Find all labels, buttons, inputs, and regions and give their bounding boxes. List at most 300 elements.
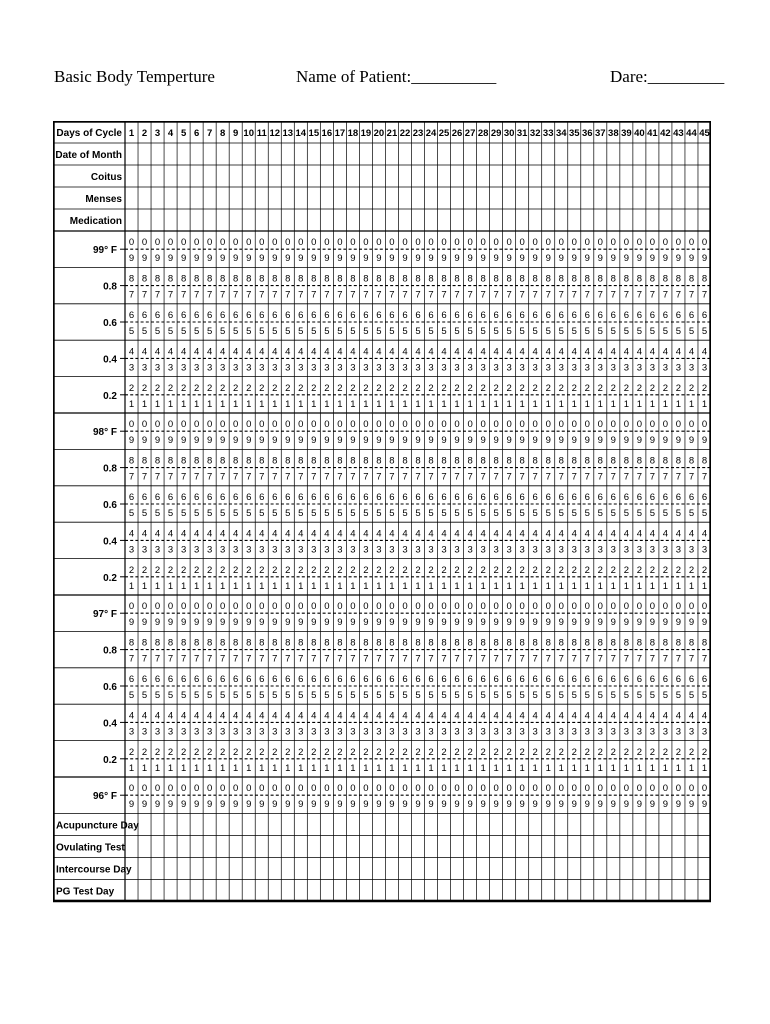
temperature-digit: 0 [193,419,200,431]
cycle-day-number: 6 [193,128,200,139]
temperature-digit: 7 [415,471,421,483]
temperature-digit: 4 [415,528,421,540]
temperature-digit: 6 [363,674,369,685]
temperature-digit: 0 [597,237,603,249]
temperature-digit: 3 [298,544,304,556]
temperature-digit: 0 [311,237,317,249]
temperature-digit: 5 [376,326,382,337]
temperature-digit: 4 [636,346,643,358]
temperature-digit: 7 [259,653,265,665]
temperature-digit: 3 [285,544,291,556]
temperature-digit: 3 [141,544,148,556]
temperature-digit: 9 [350,617,356,629]
temperature-digit: 6 [389,310,395,321]
temperature-digit: 6 [454,492,460,503]
temperature-digit: 5 [363,690,369,701]
temperature-digit: 7 [193,471,200,483]
temperature-digit: 7 [441,653,447,665]
temperature-digit: 4 [389,710,395,722]
temperature-digit: 2 [428,746,434,758]
temperature-digit: 1 [675,580,682,592]
temperature-digit: 1 [233,398,239,410]
temperature-digit: 0 [623,237,630,249]
temperature-digit: 2 [441,564,447,576]
temperature-digit: 7 [467,471,473,483]
temperature-digit: 3 [272,544,278,556]
temperature-digit: 6 [519,492,525,503]
temperature-digit: 5 [350,508,356,519]
temperature-digit: 8 [363,273,369,285]
temperature-digit: 6 [649,310,656,321]
temperature-digit: 0 [584,783,590,795]
temperature-digit: 7 [167,471,174,483]
temperature-digit: 6 [324,674,330,685]
temperature-digit: 4 [454,346,460,358]
temperature-digit: 9 [246,435,252,447]
temperature-digit: 5 [571,508,577,519]
temperature-digit: 1 [454,580,460,592]
temperature-digit: 0 [298,237,304,249]
temperature-digit: 1 [233,762,239,774]
temperature-digit: 0 [415,783,421,795]
temperature-digit: 4 [532,710,538,722]
temperature-digit: 7 [337,289,343,301]
temperature-digit: 3 [206,726,213,738]
temperature-digit: 7 [428,471,434,483]
temperature-digit: 9 [558,799,564,811]
temperature-digit: 6 [167,674,174,685]
temperature-digit: 2 [350,382,356,394]
temperature-digit: 9 [480,617,486,629]
temperature-digit: 0 [272,237,278,249]
temperature-digit: 5 [324,508,330,519]
temperature-digit: 1 [649,762,656,774]
temperature-digit: 1 [167,580,174,592]
temperature-digit: 4 [272,346,278,358]
temperature-digit: 6 [428,310,434,321]
temperature-digit: 1 [337,580,343,592]
temperature-digit: 5 [610,326,616,337]
temperature-digit: 5 [480,508,486,519]
temperature-digit: 5 [128,690,135,701]
temperature-digit: 0 [141,601,148,613]
temperature-digit: 1 [623,580,630,592]
row-label: Menses [85,194,122,205]
temperature-digit: 1 [141,580,148,592]
temperature-digit: 4 [272,528,278,540]
temperature-digit: 1 [571,580,577,592]
cycle-day-number: 36 [581,128,593,139]
temperature-digit: 5 [311,326,317,337]
temperature-digit: 9 [701,435,708,447]
temperature-digit: 9 [649,435,656,447]
temperature-digit: 7 [506,653,512,665]
temperature-digit: 6 [389,674,395,685]
temperature-digit: 2 [324,746,330,758]
temperature-digit: 6 [246,310,252,321]
temperature-digit: 3 [311,362,317,374]
temperature-digit: 1 [259,580,265,592]
temperature-digit: 5 [402,326,408,337]
temperature-digit: 8 [389,273,395,285]
temperature-digit: 8 [259,637,265,649]
temperature-digit: 6 [337,674,343,685]
temperature-digit: 9 [272,617,278,629]
temperature-digit: 9 [688,253,695,265]
temperature-digit: 5 [623,326,630,337]
temperature-digit: 7 [350,289,356,301]
temperature-digit: 3 [649,544,656,556]
temperature-digit: 5 [128,508,135,519]
temperature-digit: 8 [532,455,538,467]
temperature-digit: 5 [467,690,473,701]
temperature-digit: 4 [493,710,499,722]
temperature-digit: 6 [662,674,669,685]
temperature-digit: 0 [532,601,538,613]
temperature-digit: 0 [128,419,135,431]
temperature-digit: 0 [610,783,616,795]
temperature-digit: 6 [623,674,630,685]
temperature-digit: 2 [311,746,317,758]
temperature-digit: 6 [688,674,695,685]
temperature-digit: 4 [298,528,304,540]
temperature-digit: 6 [206,674,213,685]
temperature-digit: 9 [337,799,343,811]
form-title: Basic Body Temperture [54,67,215,86]
temperature-digit: 0 [675,419,682,431]
temperature-digit: 0 [259,783,265,795]
temperature-digit: 2 [193,564,200,576]
temperature-digit: 5 [623,508,630,519]
temperature-digit: 4 [649,528,656,540]
temperature-digit: 1 [415,762,421,774]
temperature-digit: 0 [519,783,525,795]
temperature-digit: 9 [311,435,317,447]
temperature-digit: 0 [415,419,421,431]
temperature-digit: 6 [220,310,226,321]
temperature-digit: 8 [545,637,551,649]
temperature-digit: 0 [623,601,630,613]
temperature-digit: 5 [324,326,330,337]
temperature-digit: 5 [389,508,395,519]
temperature-digit: 1 [363,762,369,774]
temperature-digit: 5 [597,690,603,701]
row-label: Intercourse Day [56,864,132,876]
temperature-digit: 8 [662,273,669,285]
temperature-digit: 8 [480,455,486,467]
temperature-digit: 5 [597,508,603,519]
cycle-day-number: 29 [490,128,502,139]
temperature-digit: 1 [415,580,421,592]
temperature-digit: 4 [532,346,538,358]
temperature-digit: 9 [167,435,174,447]
temperature-digit: 1 [206,580,213,592]
temperature-digit: 7 [649,289,656,301]
temperature-digit: 4 [389,528,395,540]
temperature-digit: 0 [363,783,369,795]
temperature-digit: 2 [376,564,382,576]
temperature-digit: 0 [636,783,643,795]
temperature-digit: 4 [519,528,525,540]
temperature-digit: 1 [428,398,434,410]
temperature-digit: 1 [532,398,538,410]
temperature-digit: 6 [467,674,473,685]
temperature-digit: 1 [154,398,161,410]
temperature-digit: 3 [480,726,486,738]
row-label: Ovulating Test [56,842,125,854]
temperature-digit: 9 [402,253,408,265]
temperature-digit: 2 [298,564,304,576]
temperature-digit: 6 [415,674,421,685]
temperature-digit: 6 [558,310,564,321]
temperature-digit: 7 [363,653,369,665]
temperature-digit: 7 [441,471,447,483]
temperature-digit: 6 [402,310,408,321]
temperature-digit: 8 [454,273,460,285]
temperature-digit: 8 [441,637,447,649]
cycle-day-number: 15 [308,128,320,139]
temperature-digit: 2 [506,746,512,758]
temperature-digit: 2 [545,746,551,758]
temperature-digit: 0 [454,601,460,613]
temperature-digit: 6 [154,674,161,685]
temperature-digit: 7 [649,653,656,665]
temperature-digit: 9 [311,617,317,629]
temperature-digit: 1 [467,580,473,592]
patient-name-field[interactable]: Name of Patient:__________ [296,67,497,86]
temperature-digit: 9 [324,435,330,447]
temperature-digit: 6 [298,674,304,685]
temperature-digit: 0 [141,237,148,249]
temperature-digit: 2 [649,382,656,394]
temperature-digit: 7 [141,653,148,665]
temperature-digit: 9 [428,253,434,265]
temperature-digit: 3 [675,544,682,556]
temperature-digit: 3 [363,362,369,374]
temperature-digit: 4 [597,346,603,358]
temperature-digit: 6 [623,492,630,503]
temperature-digit: 4 [402,346,408,358]
temperature-digit: 1 [154,762,161,774]
temperature-digit: 1 [545,762,551,774]
temperature-digit: 8 [167,273,174,285]
temperature-digit: 2 [376,382,382,394]
temperature-digit: 4 [363,710,369,722]
temperature-digit: 3 [519,362,525,374]
temperature-digit: 9 [206,435,213,447]
temperature-digit: 9 [415,435,421,447]
temperature-digit: 0 [467,783,473,795]
temperature-digit: 2 [220,746,226,758]
temperature-digit: 9 [545,253,551,265]
temperature-digit: 8 [623,455,630,467]
temperature-digit: 7 [233,289,239,301]
temperature-digit: 5 [285,326,291,337]
temperature-digit: 9 [298,617,304,629]
temperature-digit: 2 [324,382,330,394]
temperature-digit: 6 [206,310,213,321]
temperature-digit: 2 [259,564,265,576]
temperature-digit: 8 [636,273,643,285]
temperature-digit: 5 [688,326,695,337]
temperature-digit: 0 [259,601,265,613]
temperature-digit: 7 [389,471,395,483]
temperature-digit: 2 [415,746,421,758]
temperature-digit: 3 [688,362,695,374]
temperature-digit: 4 [441,710,447,722]
temperature-digit: 4 [154,346,161,358]
temperature-digit: 2 [558,746,564,758]
temperature-digit: 9 [675,435,682,447]
temperature-digit: 0 [545,601,551,613]
temperature-digit: 0 [441,419,447,431]
temperature-digit: 6 [350,492,356,503]
temperature-digit: 1 [324,762,330,774]
temperature-digit: 2 [688,382,695,394]
temperature-digit: 9 [519,617,525,629]
temperature-digit: 7 [311,289,317,301]
temperature-digit: 7 [454,289,460,301]
temperature-digit: 7 [662,653,669,665]
temperature-digit: 0 [428,237,434,249]
cycle-day-number: 32 [529,128,541,139]
temperature-digit: 7 [376,289,382,301]
temperature-digit: 1 [154,580,161,592]
temperature-digit: 4 [584,710,590,722]
temperature-digit: 1 [376,398,382,410]
temperature-digit: 1 [519,580,525,592]
temperature-digit: 1 [337,762,343,774]
temperature-digit: 6 [402,674,408,685]
temperature-digit: 6 [623,310,630,321]
temperature-digit: 1 [558,398,564,410]
temperature-digit: 3 [298,726,304,738]
cycle-day-number: 18 [347,128,359,139]
temperature-digit: 4 [337,346,343,358]
temperature-digit: 2 [324,564,330,576]
temperature-digit: 7 [193,653,200,665]
temperature-digit: 1 [220,580,226,592]
temperature-digit: 8 [571,273,577,285]
temperature-digit: 4 [141,528,148,540]
bbt-chart-grid[interactable] [53,121,711,911]
temperature-digit: 8 [337,637,343,649]
temperature-digit: 9 [233,253,239,265]
temperature-digit: 4 [649,710,656,722]
temperature-digit: 4 [324,346,330,358]
temperature-digit: 7 [389,289,395,301]
temperature-digit: 2 [584,746,590,758]
temperature-digit: 4 [233,528,239,540]
temperature-digit: 3 [571,544,577,556]
temperature-digit: 5 [623,690,630,701]
date-field[interactable]: Dare:_________ [610,67,725,86]
temperature-digit: 6 [584,310,590,321]
temperature-digit: 3 [324,544,330,556]
temperature-digit: 8 [571,637,577,649]
temperature-digit: 1 [597,398,603,410]
temperature-digit: 5 [701,690,708,701]
temperature-digit: 4 [571,710,577,722]
temperature-digit: 7 [428,653,434,665]
temperature-digit: 5 [298,690,304,701]
temperature-digit: 9 [441,617,447,629]
temperature-digit: 2 [167,382,174,394]
temperature-digit: 0 [610,419,616,431]
temperature-digit: 1 [636,762,643,774]
temperature-digit: 1 [298,580,304,592]
temperature-digit: 9 [571,253,577,265]
temperature-digit: 1 [167,762,174,774]
temperature-digit: 0 [688,237,695,249]
temperature-digit: 6 [610,310,616,321]
temperature-digit: 7 [285,289,291,301]
temperature-digit: 5 [180,508,187,519]
temperature-digit: 0 [363,419,369,431]
temperature-digit: 3 [259,726,265,738]
temperature-digit: 8 [154,455,161,467]
temperature-digit: 7 [558,471,564,483]
temperature-digit: 4 [571,528,577,540]
temperature-digit: 3 [337,544,343,556]
temperature-digit: 5 [441,326,447,337]
temperature-digit: 5 [350,690,356,701]
temperature-digit: 0 [206,419,213,431]
temperature-digit: 9 [350,253,356,265]
temperature-digit: 4 [298,346,304,358]
temperature-digit: 2 [180,746,187,758]
temperature-digit: 9 [141,799,148,811]
temperature-digit: 9 [688,799,695,811]
temperature-digit: 7 [311,653,317,665]
temperature-digit: 4 [180,528,187,540]
temperature-digit: 4 [623,346,630,358]
temperature-digit: 7 [584,471,590,483]
temperature-digit: 9 [193,253,200,265]
temperature-digit: 7 [532,653,538,665]
temperature-digit: 1 [415,398,421,410]
temperature-digit: 8 [545,455,551,467]
temperature-digit: 5 [154,508,161,519]
cycle-day-number: 7 [206,128,213,139]
temperature-digit: 0 [454,237,460,249]
temperature-digit: 0 [376,601,382,613]
temperature-digit: 5 [571,690,577,701]
temperature-digit: 9 [610,435,616,447]
temperature-digit: 7 [688,653,695,665]
temperature-digit: 9 [454,799,460,811]
temperature-digit: 2 [480,564,486,576]
temperature-digit: 0 [597,601,603,613]
temperature-digit: 4 [193,346,200,358]
temperature-digit: 0 [285,237,291,249]
temperature-digit: 8 [428,273,434,285]
temperature-digit: 8 [206,637,213,649]
temperature-digit: 9 [467,799,473,811]
temperature-digit: 3 [441,362,447,374]
cycle-day-number: 26 [451,128,463,139]
temperature-digit: 8 [376,273,382,285]
temperature-digit: 6 [688,310,695,321]
temperature-digit: 5 [285,690,291,701]
temperature-digit: 0 [454,419,460,431]
temperature-digit: 3 [246,726,252,738]
temperature-digit: 9 [441,435,447,447]
temperature-digit: 8 [128,273,135,285]
temperature-digit: 5 [259,326,265,337]
temperature-digit: 3 [337,726,343,738]
cycle-day-number: 12 [269,128,281,139]
